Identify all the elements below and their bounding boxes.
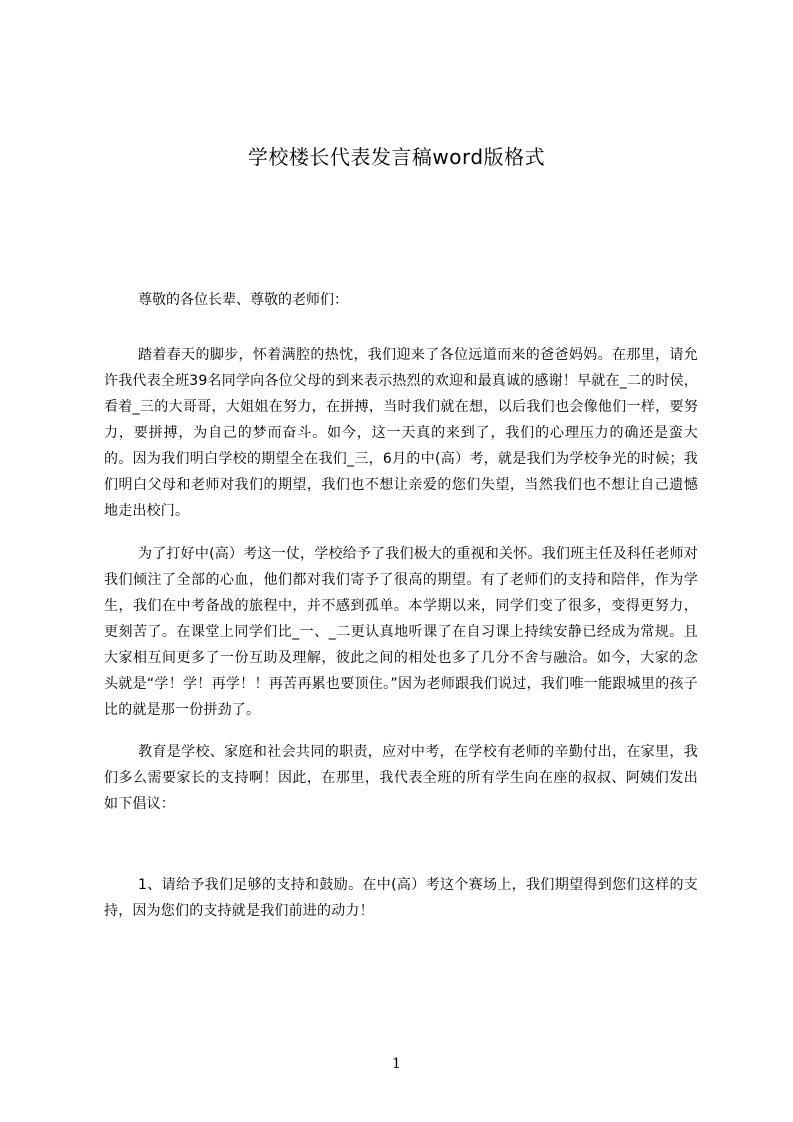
paragraph-1: 踏着春天的脚步，怀着满腔的热忱，我们迎来了各位远道而来的爸爸妈妈。在那里，请允许我代表全班39名同学向各位父母的到来表示热烈的欢迎和最真诚的感谢！早就在_二的时侯，看着_三的大哥哥，大姐姐在努力，在拼搏，当时我们就在想，以后我们也会像他们一样，要努力，要拼搏，为自己的梦而奋斗。如今，这一天真的来到了，我们的心理压力的确还是蛮大的。因为我们明白学校的期望全在我们_三，6月的中(高）考，就是我们为学校争光的时候；我们明白父母和老师对我们的期望，我们也不想让亲爱的您们失望，当然我们也不想让自己遗憾地走出校门。 xyxy=(104,347,698,519)
page-number: 1 xyxy=(392,1056,401,1072)
document-title: 学校楼长代表发言稿word版格式 xyxy=(247,145,546,169)
paragraph-2: 为了打好中(高）考这一仗，学校给予了我们极大的重视和关怀。我们班主任及科任老师对我们倾注了全部的心血，他们都对我们寄予了很高的期望。有了老师们的支持和陪伴，作为学生，我们在中考备战的旅程中，并不感到孤单。本学期以来，同学们变了很多，变得更努力，更刻苦了。在课堂上同学们比_一、_二更认真地听课了在自习课上持续安静已经成为常规。且大家相互间更多了一份互助及理解，彼此之间的相处也多了几分不舍与融洽。如今，大家的念头就是“学！学！再学！！再苦再累也要顶住。”因为老师跟我们说过，我们唯一能跟城里的孩子比的就是那一份拼劲了。 xyxy=(104,546,698,718)
paragraph-3: 教育是学校、家庭和社会共同的职责，应对中考，在学校有老师的辛勤付出，在家里，我们多么需要家长的支持啊！因此，在那里，我代表全班的所有学生向在座的叔叔、阿姨们发出如下倡议： xyxy=(104,744,698,812)
greeting-line: 尊敬的各位长辈、尊敬的老师们： xyxy=(138,292,348,308)
paragraph-4: 1、请给予我们足够的支持和鼓励。在中(高）考这个赛场上，我们期望得到您们这样的支持，因为您们的支持就是我们前进的动力！ xyxy=(104,877,698,919)
